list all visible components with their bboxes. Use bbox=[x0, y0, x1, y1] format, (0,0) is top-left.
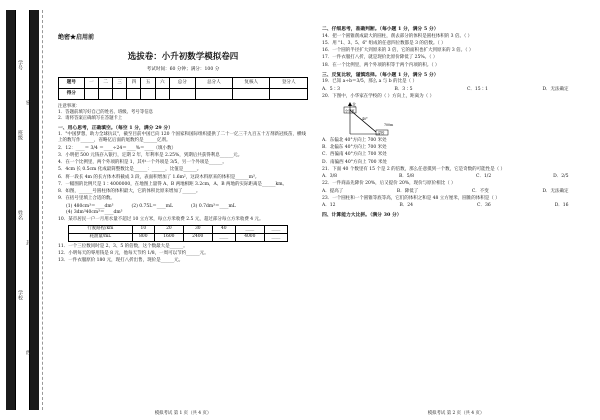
table-cell: 行驶路程/km bbox=[69, 225, 133, 233]
score-cell: 一 bbox=[84, 77, 98, 88]
table-cell: 耗油量/mL bbox=[69, 233, 133, 241]
unit-text: 0.7dm³＝____mL bbox=[198, 203, 236, 209]
table-cell: 4000 bbox=[235, 233, 264, 241]
table-cell: 800 bbox=[132, 233, 154, 241]
score-cell[interactable] bbox=[169, 88, 195, 99]
choice-option[interactable]: B．降低了 bbox=[396, 188, 419, 194]
notes-item: 1．答题前填写好自己的姓名、班级、考号等信息 bbox=[58, 109, 153, 115]
choice-option[interactable]: C．西偏南 40°方向上 700 米处 bbox=[322, 152, 387, 158]
choice-option[interactable]: B．3∶5 bbox=[394, 86, 413, 92]
choice-option[interactable]: A．5∶3 bbox=[322, 86, 340, 92]
unit-num: (1) bbox=[66, 203, 73, 209]
score-cell[interactable] bbox=[113, 88, 127, 99]
sidebar-bar-left bbox=[6, 10, 15, 410]
school-label: 学校 bbox=[378, 130, 385, 135]
choice-option[interactable]: B．北偏东 40°方向上 700 米处 bbox=[322, 145, 387, 151]
choice-question: 22．一件商品先降价 20%，后又提价 20%，现价与原价相比（ ） bbox=[322, 181, 456, 187]
secret-mark: 绝密★启用前 bbox=[58, 34, 95, 41]
question: 8．如图，______号圆柱体的体积最大，它的体积比原来增加了______。 bbox=[58, 189, 201, 195]
score-cell[interactable] bbox=[155, 88, 169, 99]
section-title: 三、反复比较，谨慎选择。（每小题 1 分，满分 5 分） bbox=[322, 71, 439, 78]
table-cell: ____ bbox=[212, 233, 235, 241]
choice-option[interactable]: D．无法确定 bbox=[542, 188, 569, 194]
question: 9．在括号里填上合适的数。 bbox=[58, 196, 115, 202]
angle-label: 40° bbox=[362, 116, 368, 121]
direction-line bbox=[350, 110, 376, 132]
table-cell: 40 bbox=[212, 225, 235, 233]
unit-num: (3) bbox=[191, 203, 198, 209]
unit-text: 480cm³＝____dm³ bbox=[73, 203, 114, 209]
notes bbox=[58, 104, 308, 122]
score-cell[interactable] bbox=[84, 88, 98, 99]
score-table-header-row bbox=[59, 77, 308, 88]
score-cell[interactable] bbox=[98, 88, 112, 99]
choice-option[interactable]: A．12 bbox=[322, 203, 336, 209]
table-cell: ____ bbox=[235, 225, 264, 233]
page-footer-right: 模拟考试 第 2 页（共 4 页） bbox=[427, 411, 485, 417]
score-cell[interactable] bbox=[127, 88, 141, 99]
unit-text: 0.75L＝____mL bbox=[139, 203, 174, 209]
page-footer-left: 模拟考试 第 1 页（共 4 页） bbox=[154, 411, 212, 417]
home-label: 小华家 bbox=[345, 108, 355, 113]
unit-item bbox=[131, 204, 173, 210]
unit-item bbox=[66, 210, 122, 216]
question: 2．12：____＝ 3/4 ＝____÷24＝____%＝____（填小数） bbox=[58, 145, 176, 151]
score-cell: 六 bbox=[155, 77, 169, 88]
judge-question: 16．一个圆的半径扩大到原来的 3 倍，它的面积也扩大到原来的 3 倍。（ ） bbox=[322, 48, 474, 54]
score-cell: 复核人 bbox=[233, 77, 270, 88]
question: 1．"中国梦想，助力全球抗议"，截至目前中国已向 120 个国家和国际组织提供了二十一亿三千九百五十万剂新冠疫苗，横线上的数写作______，省略亿后面的尾数约是______亿剂。 bbox=[58, 132, 306, 144]
table-cell: ____ bbox=[264, 225, 287, 233]
exam-title: 选拔卷：小升初数学模拟卷四 bbox=[127, 52, 239, 63]
choice-option[interactable]: D．无法确定 bbox=[542, 86, 569, 92]
question: 12．小明每天的零用钱是 8 元，他每天节约 1/8，一周可以节约______元。 bbox=[58, 251, 209, 257]
unit-num: (2) bbox=[131, 203, 138, 209]
score-cell: 三 bbox=[113, 77, 127, 88]
direction-map bbox=[342, 102, 402, 136]
table-cell: 30 bbox=[183, 225, 212, 233]
choice-option[interactable]: A．提高了 bbox=[322, 188, 344, 194]
table-cell: ____ bbox=[264, 233, 287, 241]
notes-item: 2．请将答案正确填写在答题卡上 bbox=[58, 115, 123, 121]
score-cell[interactable] bbox=[141, 88, 155, 99]
choice-option[interactable]: A．3/8 bbox=[322, 174, 337, 180]
score-table bbox=[58, 77, 308, 100]
judge-question: 17．一件衣服打八折，就是现价比原价降低了 25%。（ ） bbox=[322, 55, 438, 61]
question: 11．一个三位数同时是 2、3、5 的倍数，这个数最大是______。 bbox=[58, 243, 188, 249]
choice-option[interactable]: C．15∶1 bbox=[466, 86, 488, 92]
question: 7．一幅图的比例尺是 1∶4000000，在地图上量得 A、B 两地相距 3.2cm，A、B 两地的实际距离是______km。 bbox=[58, 181, 287, 187]
exam-info: 考试时间：60 分钟；满分：100 分 bbox=[146, 66, 220, 72]
score-cell: 二 bbox=[98, 77, 112, 88]
sidebar-seal-3: 线 bbox=[25, 350, 31, 355]
map-figure bbox=[342, 102, 402, 136]
choice-option[interactable]: B．5/8 bbox=[398, 174, 415, 180]
question: 4．在一个比例里，两个外项的积是 1，其中一个外项是 3/5，另一个外项是______。 bbox=[58, 160, 227, 166]
score-cell: 总分 bbox=[169, 77, 195, 88]
sidebar-label-class: 班级 bbox=[17, 130, 23, 140]
score-cell: 四 bbox=[127, 77, 141, 88]
binding-sidebar bbox=[0, 0, 44, 420]
question: 6．将一段长 4m 的长方体木料截成 3 段，表面积增加了 1.6m²，这段木料原来的体积是______m³。 bbox=[58, 174, 260, 180]
score-table-score-row bbox=[59, 88, 308, 99]
fuel-table bbox=[68, 225, 288, 242]
choice-question: 21．下面 40 个数里有 15 个是 2 的倍数，那么任意摸到一个数，它是奇数的可能性是（ ） bbox=[322, 166, 506, 172]
section-title: 四、计算能力大比拼。（满分 30 分） bbox=[322, 212, 402, 219]
section-title: 二、仔细思考，准确判断。（每小题 1 分，满分 5 分） bbox=[322, 26, 439, 32]
choice-question: 20．下图中，小华家在学校的（ ）方向上，距离为（ ） bbox=[322, 93, 435, 99]
page-right bbox=[316, 0, 596, 420]
choice-option[interactable]: C．36 bbox=[477, 203, 491, 209]
choice-options bbox=[322, 189, 569, 195]
sidebar-label-name: 姓名 bbox=[17, 210, 23, 220]
sidebar-cut-line bbox=[42, 10, 43, 410]
score-cell[interactable] bbox=[233, 88, 270, 99]
unit-num: (4) bbox=[66, 209, 73, 215]
table-cell: 1600 bbox=[154, 233, 183, 241]
question: 3．小明把 500 元钱存入银行，定期 2 年，年利率是 2.25%，到期后共获得利息______元。 bbox=[58, 152, 243, 158]
unit-item bbox=[191, 204, 236, 210]
choice-option[interactable]: D．南偏西 40°方向上 700 米处 bbox=[322, 159, 387, 165]
choice-option[interactable]: D．16 bbox=[554, 203, 569, 209]
table-cell: 10 bbox=[132, 225, 154, 233]
sidebar-seal-1: 密 bbox=[25, 100, 31, 105]
question: 10．某市居民一户一月用水量不超过 10 立方米，每立方米收费 2.5 元，超过部分每立方米收费 4 元。 bbox=[58, 216, 264, 222]
choice-option[interactable]: A．东偏北 40°方向上 700 米处 bbox=[322, 137, 387, 143]
section-title: 一、用心思考，正确填空。（每空 1 分，满分 29 分） bbox=[58, 124, 174, 131]
question: 13．一件衣服原价 180 元，现打八折出售，现价是______元。 bbox=[58, 258, 184, 264]
table-cell: 2400 bbox=[183, 233, 212, 241]
choice-options bbox=[322, 174, 569, 180]
choice-option[interactable]: C．不变 bbox=[471, 188, 489, 194]
distance-label: 700m bbox=[384, 122, 394, 127]
unit-conversions bbox=[58, 204, 308, 216]
judge-question: 18．在一个比例里，两个外项的积等于两个内项的积。（ ） bbox=[322, 62, 440, 68]
question: 5．4cm 长 0.5cm 化成最简整数比是______：______，比值是______。 bbox=[58, 167, 202, 173]
score-cell[interactable] bbox=[270, 88, 308, 99]
score-cell[interactable] bbox=[195, 88, 232, 99]
north-label: 北 bbox=[352, 101, 356, 107]
score-cell: 总分人 bbox=[195, 77, 232, 88]
choice-options bbox=[322, 203, 569, 209]
table-row bbox=[69, 233, 288, 241]
choice-question: 19．已知 a÷b＝3/5，那么 a 与 b 的比是（ ） bbox=[322, 79, 417, 85]
sidebar-label-studentid: 学号 bbox=[17, 60, 23, 70]
score-cell: 得分 bbox=[59, 88, 85, 99]
choice-option[interactable]: C．1/2 bbox=[476, 174, 492, 180]
sidebar-label-school: 学校 bbox=[17, 290, 23, 300]
table-row bbox=[69, 225, 288, 233]
notes-title: 注意事项： bbox=[58, 103, 80, 109]
choice-option[interactable]: D．2/5 bbox=[553, 174, 569, 180]
unit-text: 3dm³40cm³＝____dm³ bbox=[73, 209, 123, 215]
judge-question: 14．把一个圆锥削成最大的圆柱，削去部分的体积是圆柱体积的 3 倍。（ ） bbox=[322, 33, 473, 39]
choice-question: 23．一个圆柱和一个圆锥等底等高，它们的体积之和是 48 立方厘米，圆锥的体积是（ ） bbox=[322, 195, 500, 201]
score-cell: 五 bbox=[141, 77, 155, 88]
score-cell: 登分人 bbox=[270, 77, 308, 88]
table-cell: 20 bbox=[154, 225, 183, 233]
page-left bbox=[52, 0, 314, 420]
sidebar-seal-2: 封 bbox=[25, 240, 31, 245]
choice-options bbox=[322, 87, 569, 93]
choice-option[interactable]: B．24 bbox=[399, 203, 414, 209]
score-cell: 题号 bbox=[59, 77, 85, 88]
judge-question: 15．用 "1、3、5、6" 组成的任意四位数都是 3 的倍数。（ ） bbox=[322, 40, 446, 46]
